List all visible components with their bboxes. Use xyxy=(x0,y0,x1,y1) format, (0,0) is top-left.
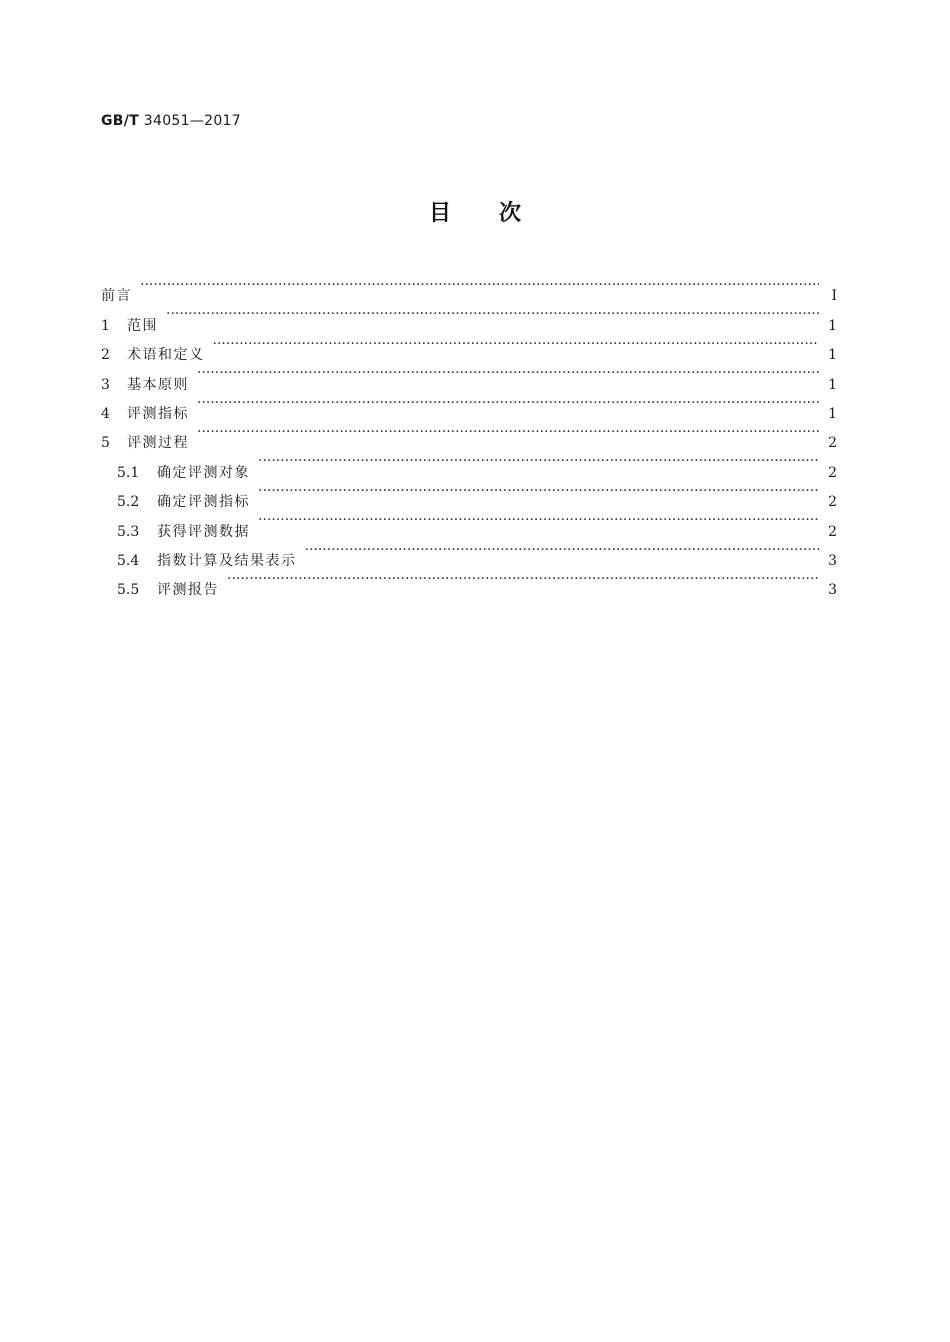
dot-leader xyxy=(166,300,819,329)
toc-entry-page: 1 xyxy=(828,405,837,422)
toc-entry-process[interactable] xyxy=(101,418,837,452)
toc-entry-number: 1 xyxy=(101,317,110,334)
toc-entry-number: 4 xyxy=(101,405,110,422)
toc-entry-page: Ⅰ xyxy=(831,288,837,305)
document-code xyxy=(101,113,241,129)
toc-entry-page: 2 xyxy=(828,523,837,540)
toc-entry-label: 获得评测数据 xyxy=(157,523,250,540)
table-of-contents xyxy=(101,271,837,599)
toc-entry-page: 3 xyxy=(828,582,837,599)
toc-entry-indicators[interactable] xyxy=(101,389,837,422)
toc-entry-page: 1 xyxy=(828,347,837,364)
toc-entry-page: 2 xyxy=(828,464,837,481)
toc-entry-principles[interactable] xyxy=(101,359,837,393)
toc-entry-number: 3 xyxy=(101,376,110,393)
toc-entry-label: 确定评测对象 xyxy=(157,464,250,481)
dot-leader xyxy=(258,477,819,506)
toc-entry-page: 2 xyxy=(828,435,837,452)
toc-entry-number: 5 xyxy=(101,435,110,452)
toc-entry-label: 范围 xyxy=(127,317,158,334)
toc-title: 目次 xyxy=(428,201,569,226)
dot-leader xyxy=(227,565,819,594)
toc-entry-label: 确定评测指标 xyxy=(157,494,250,511)
dot-leader xyxy=(197,389,819,418)
toc-entry-page: 3 xyxy=(828,552,837,569)
dot-leader xyxy=(258,506,819,535)
toc-entry-5-1[interactable] xyxy=(101,447,837,481)
toc-entry-scope[interactable] xyxy=(101,300,837,334)
toc-entry-number: 5.5 xyxy=(117,582,140,599)
toc-entry-page: 2 xyxy=(828,494,837,511)
dot-leader xyxy=(305,536,820,565)
dot-leader xyxy=(140,271,819,300)
toc-entry-label: 前言 xyxy=(101,288,132,305)
toc-entry-number: 5.1 xyxy=(117,464,140,481)
dot-leader xyxy=(258,447,819,476)
toc-entry-label: 指数计算及结果表示 xyxy=(157,552,297,569)
toc-entry-number: 5.2 xyxy=(117,494,140,511)
toc-entry-foreword[interactable] xyxy=(101,271,837,305)
toc-entry-page: 1 xyxy=(828,317,837,334)
dot-leader xyxy=(197,359,819,388)
toc-entry-number: 2 xyxy=(101,347,110,364)
standard-prefix: GB/T xyxy=(101,113,140,129)
toc-entry-label: 评测报告 xyxy=(157,582,219,599)
toc-entry-page: 1 xyxy=(828,376,837,393)
toc-entry-label: 评测指标 xyxy=(127,405,189,422)
toc-entry-label: 基本原则 xyxy=(127,376,189,393)
toc-entry-terms[interactable] xyxy=(101,330,837,364)
toc-entry-number: 5.3 xyxy=(117,523,140,540)
standard-number: 34051—2017 xyxy=(139,113,241,129)
dot-leader xyxy=(197,418,819,447)
toc-entry-number: 5.4 xyxy=(117,552,140,569)
toc-entry-label: 评测过程 xyxy=(127,435,189,452)
toc-entry-label: 术语和定义 xyxy=(127,347,205,364)
dot-leader xyxy=(213,330,820,359)
